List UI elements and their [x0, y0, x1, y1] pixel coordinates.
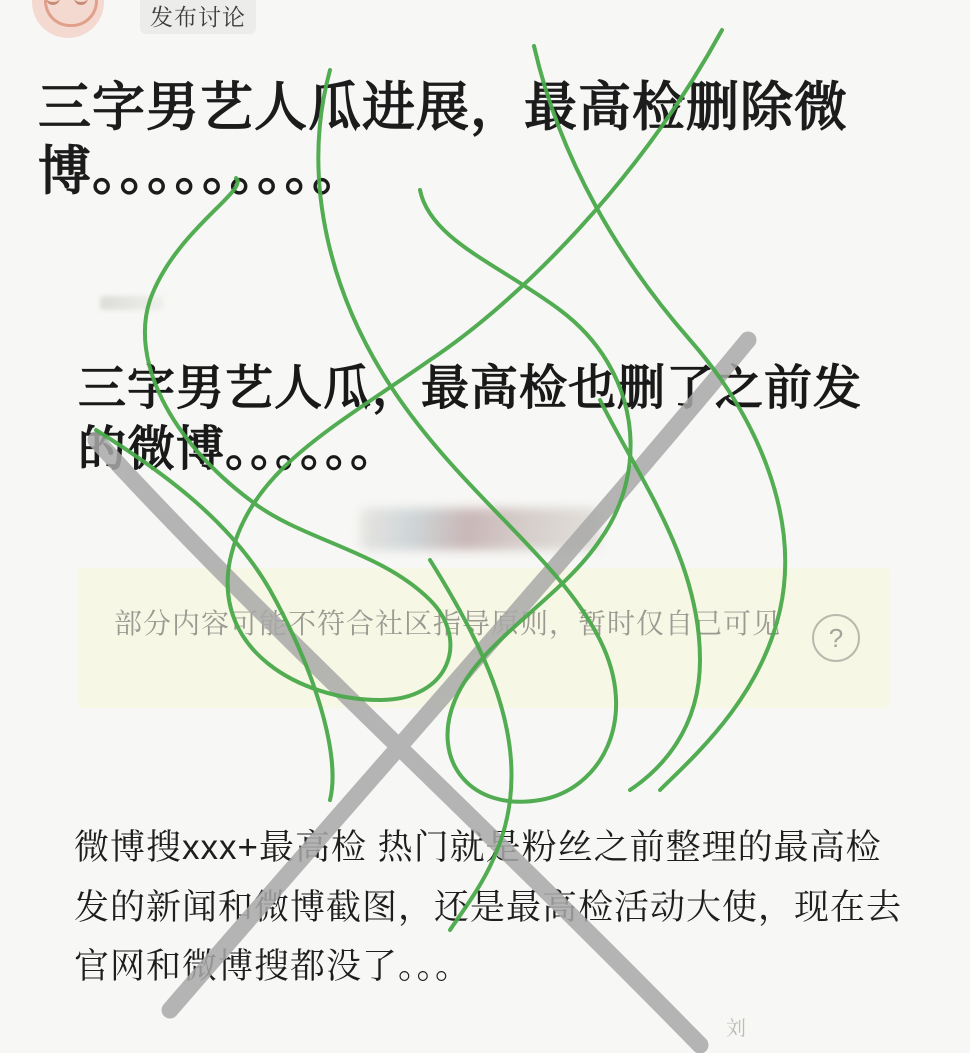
- post-headline: 三字男艺人瓜进展，最高检删除微博。。。。。。。。。: [38, 78, 848, 201]
- avatar[interactable]: [32, 0, 104, 38]
- post-header: [0, 0, 970, 42]
- post-paragraph: 微博搜xxx+最高检 热门就是粉丝之前整理的最高检发的新闻和微博截图，还是最高检活动大使，现在去官网和微博搜都没了。。。: [74, 828, 903, 986]
- publish-discussion-button[interactable]: [140, 0, 256, 34]
- help-icon[interactable]: ?: [812, 614, 860, 662]
- redaction-smudge: [100, 296, 164, 310]
- visibility-notice-text: 部分内容可能不符合社区指导原则，暂时仅自己可见: [114, 608, 782, 639]
- watermark-label: 刘: [726, 1018, 748, 1040]
- visibility-notice: [78, 568, 890, 708]
- post-quote-text: 三字男艺人瓜，最高检也删了之前发的微博。。。。。。: [78, 362, 863, 477]
- publish-discussion-label: 发布讨论: [150, 3, 246, 30]
- blurred-region: [360, 508, 600, 550]
